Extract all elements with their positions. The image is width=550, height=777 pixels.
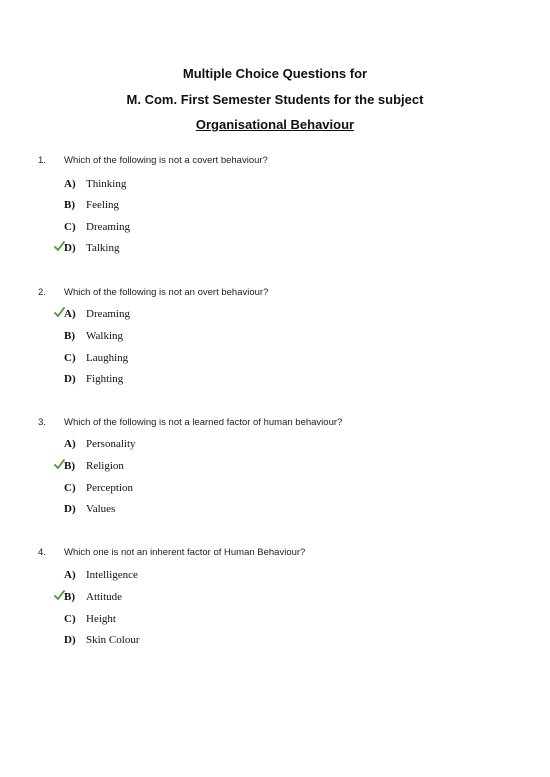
question-3 — [38, 417, 342, 428]
q2-option-b — [64, 330, 123, 342]
option-letter: A) — [64, 178, 76, 190]
option-letter: A) — [64, 569, 76, 581]
option-text: Dreaming — [86, 221, 130, 233]
q2-option-a — [64, 308, 130, 320]
checkmark-icon — [54, 241, 65, 252]
question-text: Which one is not an inherent factor of Human Behaviour? — [64, 547, 306, 558]
option-letter: C) — [64, 482, 76, 494]
option-letter: A) — [64, 438, 76, 450]
question-text: Which of the following is not an overt behaviour? — [64, 287, 269, 298]
question-number: 4. — [38, 547, 46, 558]
option-text: Attitude — [86, 591, 123, 603]
q1-option-a — [64, 178, 126, 190]
option-text: Feeling — [86, 199, 119, 211]
question-2 — [38, 287, 268, 298]
option-letter: C) — [64, 221, 76, 233]
checkmark-icon — [54, 590, 65, 601]
option-letter: A) — [64, 308, 76, 320]
option-letter: C) — [64, 352, 76, 364]
option-letter: D) — [64, 503, 76, 515]
option-text: Walking — [86, 330, 123, 342]
option-letter: D) — [64, 242, 76, 254]
checkmark-icon — [54, 307, 65, 318]
option-text: Laughing — [86, 352, 129, 364]
q4-option-b — [64, 591, 122, 603]
option-text: Thinking — [86, 178, 127, 190]
option-letter: B) — [64, 330, 75, 342]
option-text: Perception — [86, 482, 134, 494]
option-text: Religion — [86, 460, 124, 472]
q2-option-d — [64, 373, 123, 385]
option-text: Skin Colour — [86, 634, 140, 646]
q4-option-d — [64, 634, 139, 646]
q3-option-c — [64, 482, 133, 494]
q1-option-b — [64, 199, 119, 211]
option-letter: B) — [64, 591, 75, 603]
option-text: Height — [86, 613, 116, 625]
question-text: Which of the following is not a learned factor of human behaviour? — [64, 417, 343, 428]
option-text: Talking — [86, 242, 120, 254]
q4-option-c — [64, 613, 116, 625]
option-text: Dreaming — [86, 308, 130, 320]
q1-option-d — [64, 242, 119, 254]
question-text: Which of the following is not a covert behaviour? — [64, 155, 268, 166]
option-letter: B) — [64, 460, 75, 472]
q1-option-c — [64, 221, 130, 233]
checkmark-icon — [54, 459, 65, 470]
subject-title: Organisational Behaviour — [195, 117, 355, 132]
q3-option-d — [64, 503, 115, 515]
q3-option-a — [64, 438, 136, 450]
question-4 — [38, 547, 305, 558]
option-text: Personality — [86, 438, 136, 450]
option-letter: C) — [64, 613, 76, 625]
title-line-2: M. Com. First Semester Students for the subject — [126, 92, 424, 107]
question-number: 2. — [38, 287, 46, 298]
q4-option-a — [64, 569, 138, 581]
question-number: 1. — [38, 155, 46, 166]
question-1 — [38, 155, 268, 166]
option-letter: B) — [64, 199, 75, 211]
option-text: Fighting — [86, 373, 124, 385]
q2-option-c — [64, 352, 128, 364]
option-letter: D) — [64, 634, 76, 646]
title-line-1: Multiple Choice Questions for — [182, 66, 368, 81]
option-text: Values — [86, 503, 116, 515]
question-number: 3. — [38, 417, 46, 428]
option-text: Intelligence — [86, 569, 138, 581]
option-letter: D) — [64, 373, 76, 385]
q3-option-b — [64, 460, 124, 472]
